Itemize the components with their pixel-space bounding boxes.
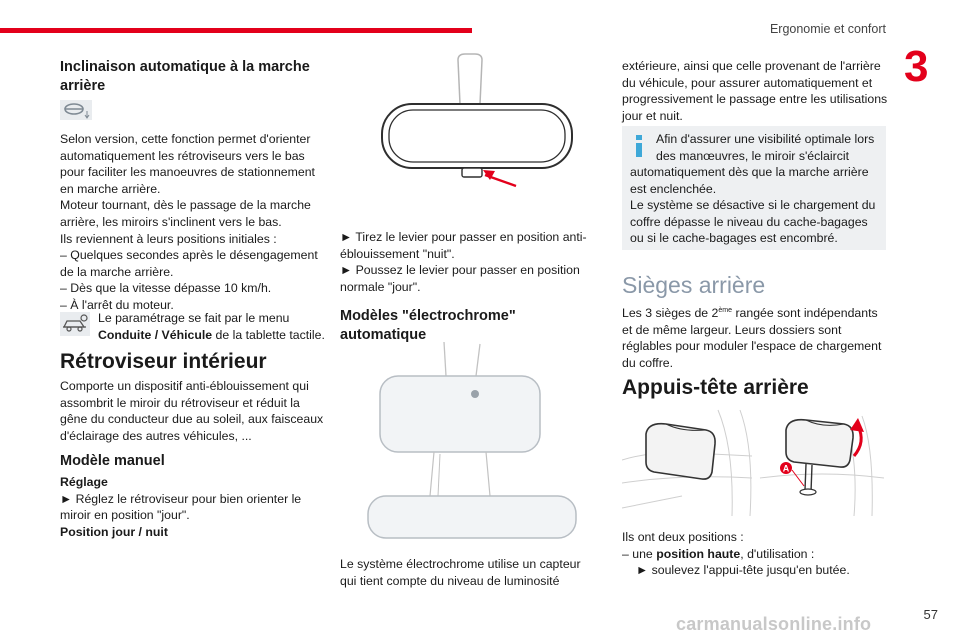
auto-tilt-text: Selon version, cette fonction permet d'orienter automatiquement les rétroviseurs vers le bas pour faciliter les manoeuvres de stationnement en marche arrière. Moteur tournant, dès le passage de la marche arrière, les miroirs s'inclinent vers le bas. Ils reviennent à leurs positions initiales : – Quelques secondes après le désengagement de la marche arrière. – Dès que la vitesse dépasse 10 km/h. – À l'arrêt du moteur.	[60, 132, 318, 312]
page-number: 57	[923, 607, 938, 622]
heading-rear-seats: Sièges arrière	[622, 272, 766, 298]
reglage-label: Réglage	[60, 475, 108, 489]
manual-model-text: Réglage ► Réglez le rétroviseur pour bien orienter le miroir en position "jour". Position jour / nuit	[60, 474, 330, 540]
position-label: Position jour / nuit	[60, 524, 168, 539]
headrest-illustration	[622, 408, 884, 521]
headrest-positions-text: Ils ont deux positions : – une position haute, d'utilisation : ► soulevez l'appui-tête jusqu'en butée.	[622, 530, 850, 578]
info-icon	[634, 135, 644, 162]
mirror-intro-text: Comporte un dispositif anti-éblouissement qui assombrit le miroir du rétroviseur et réduit la gêne du conducteur due au soleil, aux faisceaux d'éclairage des autres véhicules, ...	[60, 379, 324, 443]
info-box: Afin d'assurer une visibilité optimale lors des manœuvres, le miroir s'éclaircit automatiquement dès que la marche arrière est enclenchée. Le système se désactive si le chargement du coffre dépasse le niveau du cache-bagages ou si le cache-bagages est encombré.	[622, 126, 886, 250]
electrochrome-mirror-illustration	[340, 340, 590, 550]
heading-interior-mirror: Rétroviseur intérieur	[60, 350, 267, 373]
section-title: Ergonomie et confort	[769, 22, 886, 36]
heading-electrochrome: Modèles "électrochrome" automatique	[340, 308, 516, 343]
manual-mirror-illustration	[340, 52, 580, 207]
lever-instructions: ► Tirez le levier pour passer en position anti- éblouissement "nuit". ► Poussez le levier pour passer en position normale "jour".	[340, 230, 587, 294]
header-accent-bar	[0, 28, 472, 33]
watermark: carmanualsonline.info	[676, 614, 872, 634]
label-a: A	[782, 463, 790, 474]
heading-rear-headrests: Appuis-tête arrière	[622, 376, 809, 399]
chapter-number: 3	[904, 42, 929, 91]
car-settings-icon	[60, 312, 90, 341]
settings-menu-path: Conduite / Véhicule	[98, 327, 213, 342]
heading-manual-model: Modèle manuel	[60, 453, 165, 469]
settings-note: Le paramétrage se fait par le menu Conduite / Véhicule de la tablette tactile.	[98, 311, 325, 342]
heading-auto-tilt: Inclinaison automatique à la marche arrière	[60, 59, 310, 94]
rear-seats-text: Les 3 sièges de 2ème rangée sont indépendants et de même largeur. Leurs dossiers sont réglables pour moduler l'espace de chargement du coffre.	[622, 306, 882, 370]
electrochrome-text: Le système électrochrome utilise un capteur qui tient compte du niveau de luminosité	[340, 557, 581, 588]
steering-wheel-icon	[60, 100, 92, 125]
electrochrome-continued-text: extérieure, ainsi que celle provenant de l'arrière du véhicule, pour assurer automatiquement et progressivement le passage entre les utilisations jour et nuit.	[622, 59, 888, 123]
